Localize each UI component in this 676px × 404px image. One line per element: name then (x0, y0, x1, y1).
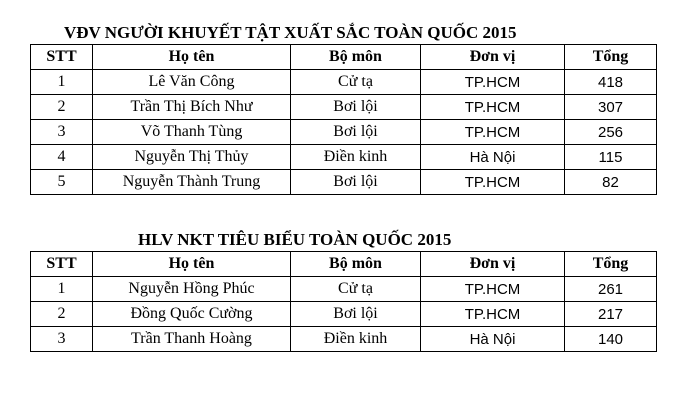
header-unit: Đơn vị (421, 45, 565, 70)
header-name: Họ tên (93, 252, 291, 277)
cell-total: 140 (565, 327, 657, 352)
table-row (31, 170, 657, 195)
header-name: Họ tên (93, 45, 291, 70)
cell-name: Võ Thanh Tùng (93, 120, 291, 145)
header-stt: STT (31, 252, 93, 277)
cell-sport: Bơi lội (291, 95, 421, 120)
table-header-row (31, 45, 657, 70)
cell-stt: 4 (31, 145, 93, 170)
cell-sport: Điền kinh (291, 145, 421, 170)
cell-sport: Cử tạ (291, 277, 421, 302)
cell-sport: Bơi lội (291, 120, 421, 145)
cell-stt: 2 (31, 95, 93, 120)
cell-name: Nguyễn Hồng Phúc (93, 277, 291, 302)
cell-total: 217 (565, 302, 657, 327)
cell-name: Trần Thanh Hoàng (93, 327, 291, 352)
cell-stt: 5 (31, 170, 93, 195)
coaches-table-title: HLV NKT TIÊU BIỂU TOÀN QUỐC 2015 (138, 230, 452, 249)
cell-total: 82 (565, 170, 657, 195)
cell-name: Nguyễn Thành Trung (93, 170, 291, 195)
table-row (31, 327, 657, 352)
cell-stt: 3 (31, 327, 93, 352)
cell-name: Nguyễn Thị Thủy (93, 145, 291, 170)
cell-unit: TP.HCM (421, 70, 565, 95)
athletes-table-title: VĐV NGƯỜI KHUYẾT TẬT XUẤT SẮC TOÀN QUỐC 2015 (64, 23, 517, 42)
cell-unit: TP.HCM (421, 170, 565, 195)
cell-unit: TP.HCM (421, 302, 565, 327)
table-row (31, 145, 657, 170)
table-row (31, 120, 657, 145)
cell-stt: 2 (31, 302, 93, 327)
coaches-table (30, 251, 657, 352)
table-row (31, 70, 657, 95)
header-stt: STT (31, 45, 93, 70)
header-total: Tổng (565, 252, 657, 277)
athletes-table (30, 44, 657, 195)
cell-sport: Bơi lội (291, 302, 421, 327)
header-sport: Bộ môn (291, 45, 421, 70)
table-row (31, 302, 657, 327)
cell-sport: Điền kinh (291, 327, 421, 352)
cell-total: 418 (565, 70, 657, 95)
cell-stt: 1 (31, 70, 93, 95)
cell-unit: TP.HCM (421, 95, 565, 120)
header-total: Tổng (565, 45, 657, 70)
cell-sport: Cử tạ (291, 70, 421, 95)
cell-total: 256 (565, 120, 657, 145)
table-row (31, 277, 657, 302)
cell-name: Đồng Quốc Cường (93, 302, 291, 327)
cell-unit: Hà Nội (421, 327, 565, 352)
cell-total: 115 (565, 145, 657, 170)
cell-unit: TP.HCM (421, 277, 565, 302)
cell-unit: TP.HCM (421, 120, 565, 145)
cell-name: Lê Văn Công (93, 70, 291, 95)
header-sport: Bộ môn (291, 252, 421, 277)
table-header-row (31, 252, 657, 277)
cell-stt: 1 (31, 277, 93, 302)
cell-stt: 3 (31, 120, 93, 145)
cell-total: 261 (565, 277, 657, 302)
cell-name: Trần Thị Bích Như (93, 95, 291, 120)
cell-total: 307 (565, 95, 657, 120)
table-row (31, 95, 657, 120)
cell-sport: Bơi lội (291, 170, 421, 195)
header-unit: Đơn vị (421, 252, 565, 277)
cell-unit: Hà Nội (421, 145, 565, 170)
